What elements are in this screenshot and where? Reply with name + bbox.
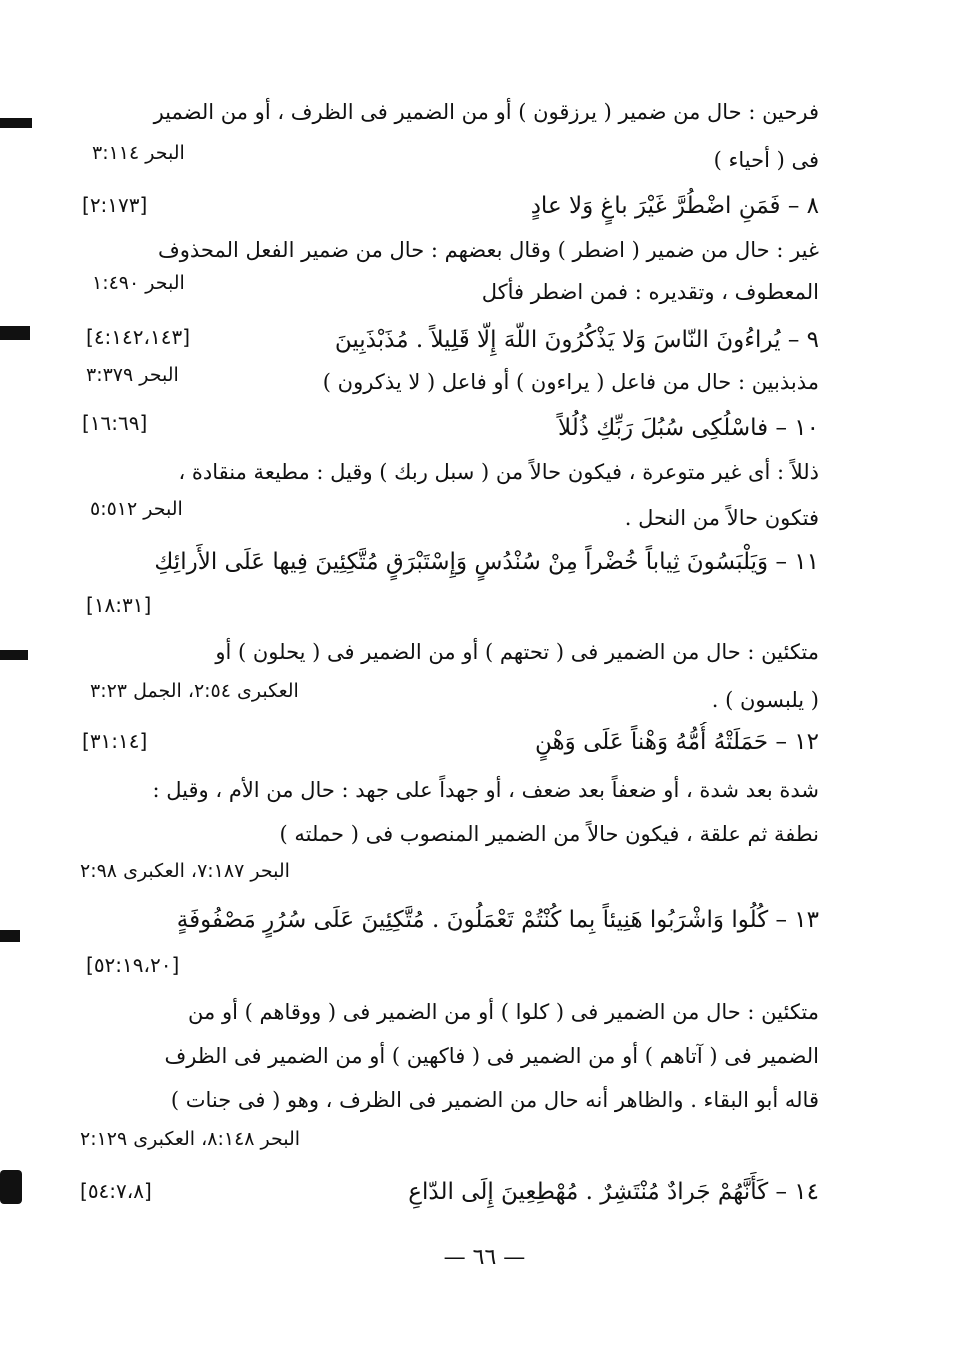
source-citation: البحر ٣:٣٧٩ [86,364,179,386]
text-line: غير : حال من ضمير ( اضطر ) وقال بعضهم : حال من ضمير الفعل المحذوف [157,238,819,262]
text-line: مذبذبين : حال من فاعل ( يراءون ) أو فاعل ( لا يذكرون ) [322,370,819,394]
verse-line: ١١ – وَيَلْبَسُونَ ثِياباً خُضْراً مِنْ سُنْدُسٍ وَإِسْتَبْرَقٍ مُتَّكِئِينَ فِيها عَلَى الأَرائِكِ [154,549,819,575]
text-line: شدة بعد شدة ، أو ضعفاً بعد ضعف ، أو جهداً على جهد : حال من الأم ، وقيل : [152,778,819,802]
text-line: ( يلبسون ) . [711,688,819,712]
verse-line: ١٠ – فاسْلُكِى سُبُلَ رَبِّكِ ذُلُلاً [557,415,819,441]
source-citation: البحر ٧:١٨٧، العكبرى ٢:٩٨ [80,860,290,882]
verse-reference: [٢:١٧٣] [82,193,148,217]
text-line: الضمير فى ( آتاهم ) أو من الضمير فى ( فاكهين ) أو من الضمير فى الظرف [164,1044,819,1068]
verse-line: ٩ – يُراءُونَ النّاسَ وَلا يَذْكُرُونَ اللّهَ إِلّا قَلِيلاً . مُذَبْذَبِينَ [334,327,819,353]
text-line: فتكون حالاً من النحل . [624,506,819,530]
text-line: متكئين : حال من الضمير فى ( تحتهم ) أو من الضمير فى ( يحلون ) أو [215,640,819,664]
scan-mark [0,326,30,340]
source-citation: البحر ١:٤٩٠ [92,272,185,294]
verse-reference: [١٦:٦٩] [82,411,148,435]
verse-line: ١٣ – كُلُوا وَاشْرَبُوا هَنِيئاً بِما كُنْتُمْ تَعْمَلُونَ . مُتَّكِئِينَ عَلَى سُرُرٍ مَصْفُوفَةٍ [176,907,819,933]
source-citation: البحر ٥:٥١٢ [90,498,183,520]
verse-reference: [٥٢:١٩،٢٠] [86,953,180,977]
source-citation: البحر ٣:١١٤ [92,142,185,164]
verse-reference: [٤:١٤٢،١٤٣] [86,325,191,349]
scan-mark [0,650,28,660]
text-line: فى ( أحياء ) [713,148,819,172]
scan-mark [0,1170,22,1204]
scan-mark [0,930,20,942]
text-line: نطفة ثم علقة ، فيكون حالاً من الضمير المنصوب فى ( حملته ) [279,822,819,846]
source-citation: البحر ٨:١٤٨، العكبرى ٢:١٢٩ [80,1128,301,1150]
text-line: ذللاً : أى غير متوعرة ، فيكون حالاً من ( سبل ربك ) وقيل : مطيعة منقادة ، [178,460,819,484]
verse-reference: [٣١:١٤] [82,729,148,753]
verse-reference: [١٨:٣١] [86,593,152,617]
source-citation: العكبرى ٢:٥٤، الجمل ٣:٢٣ [90,680,299,702]
verse-line: ١٤ – كَأَنَّهُمْ جَرادٌ مُنْتَشِرٌ . مُهْطِعِينَ إِلَى الدّاعِ [408,1179,819,1205]
verse-reference: [٥٤:٧،٨] [80,1179,152,1203]
text-line: قاله أبو البقاء . والظاهر أنه حال من الضمير فى الظرف ، وهو ( فى جنات ) [170,1088,819,1112]
page-number: — ٦٦ — [443,1245,526,1270]
verse-line: ٨ – فَمَنِ اضْطُرَّ غَيْرَ باغٍ وَلا عادٍ [530,193,819,219]
text-line: فرحين : حال من ضمير ( يرزقون ) أو من الضمير فى الظرف ، أو من الضمير [153,100,819,124]
verse-line: ١٢ – حَمَلَتْهُ أُمُّهُ وَهْناً عَلَى وَهْنٍ [535,729,819,755]
text-line: متكئين : حال من الضمير فى ( كلوا ) أو من الضمير فى ( ووقاهم ) أو من [188,1000,819,1024]
scan-mark [0,118,32,128]
text-line: المعطوف ، وتقديره : فمن اضطر فأكل [481,280,819,304]
